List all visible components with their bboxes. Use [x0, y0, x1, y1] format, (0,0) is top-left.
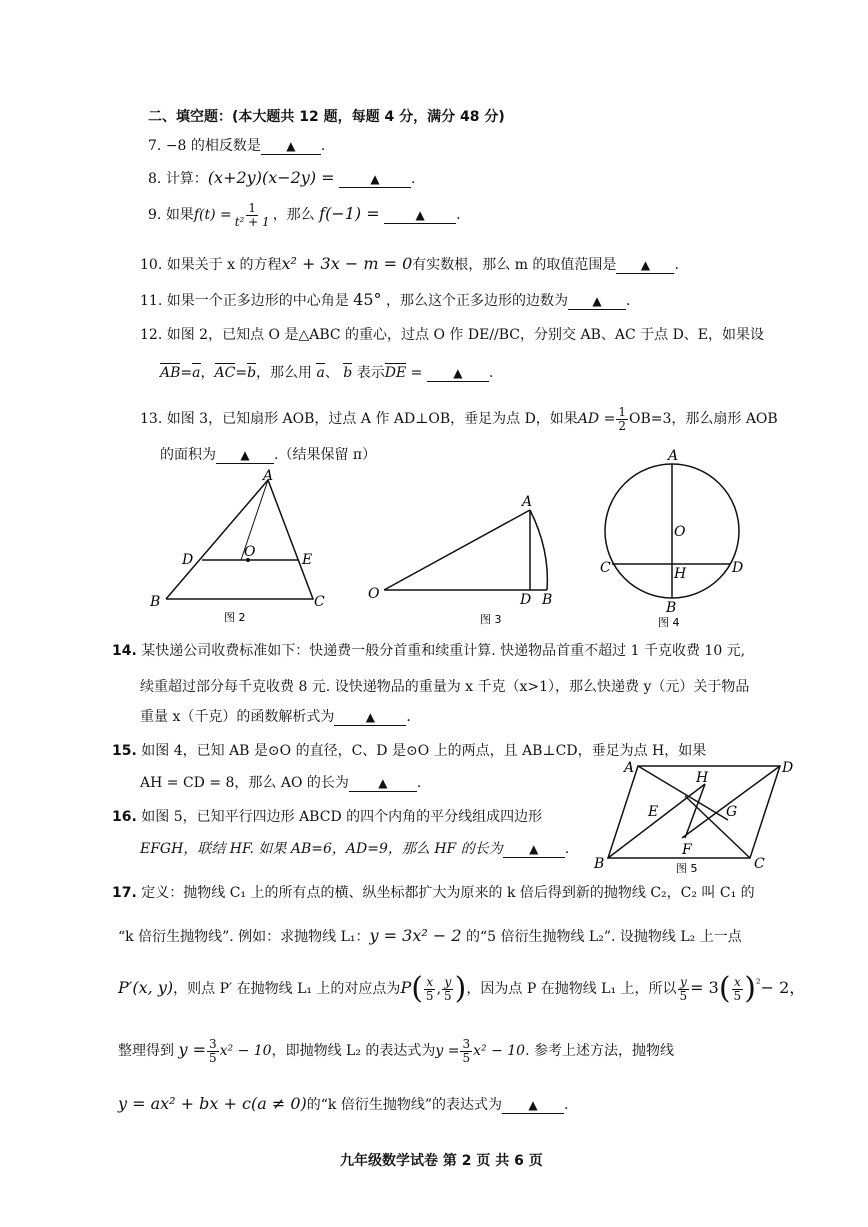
answer-blank[interactable]: ▲ [503, 842, 565, 858]
answer-blank[interactable]: ▲ [334, 710, 406, 726]
label-b: B [594, 856, 605, 872]
label-d: D [732, 560, 744, 576]
question-13: 13. 如图 3，已知扇形 AOB，过点 A 作 AD⊥OB，垂足为点 D，如果AD = $\frac{1}{2}$ OB=3，那么扇形 AOB [140, 405, 778, 433]
answer-blank[interactable]: ▲ [261, 139, 321, 155]
question-12-line2: AB=a，AC=b，那么用 a、 b 表示DE = ▲ . [160, 365, 494, 381]
label-c: C [314, 594, 325, 610]
label-d: D [782, 760, 794, 776]
label-a: A [624, 760, 635, 776]
question-17: 17. 定义：抛物线 C₁ 上的所有点的横、纵坐标都扩大为原来的 k 倍后得到新的抛物线 C₂，C₂ 叫 C₁ 的 [112, 885, 755, 901]
answer-blank[interactable]: ▲ [427, 366, 489, 382]
answer-blank[interactable]: ▲ [502, 1098, 564, 1114]
figure-2-caption: 图 2 [224, 611, 246, 624]
label-b: B [542, 592, 553, 608]
answer-blank[interactable]: ▲ [384, 208, 456, 224]
section-header: 二、填空题：(本大题共 12 题，每题 4 分，满分 48 分) [148, 109, 505, 125]
label-o: O [244, 544, 256, 560]
label-e: E [648, 804, 659, 820]
question-17-line3: P′(x, y)，则点 P′ 在抛物线 L₁ 上的对应点为P( $\frac{x}{5}$ , $\frac{y}{5}$ )，因为点 P 在抛物线 L₁ 上，所以 $\frac{y}{5}$ = 3( $\frac{x}{5}$ )$^{^2}$− 2， [118, 971, 806, 1006]
label-o: O [368, 586, 380, 602]
answer-blank[interactable]: ▲ [568, 294, 626, 310]
question-16-line2: EFGH，联结 HF. 如果 AB=6，AD=9，那么 HF 的长为 ▲ . [140, 841, 570, 857]
figure-4-caption: 图 4 [658, 616, 680, 629]
segment-oa [384, 510, 530, 590]
answer-blank[interactable]: ▲ [339, 172, 411, 188]
label-d: D [520, 592, 532, 608]
figure-2 [140, 468, 340, 628]
figure-5-caption: 图 5 [676, 862, 698, 875]
label-c: C [600, 560, 611, 576]
question-15: 15. 如图 4，已知 AB 是⊙O 的直径，C、D 是⊙O 上的两点，且 AB⊥CD，垂足为点 H，如果 [112, 743, 707, 759]
figure-5 [590, 756, 794, 876]
fraction-half: $\frac{1}{2}$ [618, 405, 626, 433]
figure-4 [596, 448, 756, 630]
label-h: H [696, 770, 709, 786]
label-a: A [522, 494, 533, 510]
bisector-c [685, 796, 750, 858]
fraction: $\frac{1}{\text{t² + 1}}$ [234, 201, 270, 229]
question-13-line2: 的面积为 ▲ .（结果保留 π） [160, 447, 377, 463]
question-16: 16. 如图 5，已知平行四边形 ABCD 的四个内角的平分线组成四边形 [112, 809, 543, 825]
arc-ab [530, 510, 547, 590]
question-14-line2: 续重超过部分每千克收费 8 元. 设快递物品的重量为 x 千克（x>1），那么快递费 y（元）关于物品 [140, 679, 750, 695]
question-17-line2: “k 倍衍生抛物线”. 例如：求抛物线 L₁：y = 3x² − 2 的“5 倍衍生抛物线 L₂”. 设抛物线 L₂ 上一点 [118, 926, 742, 945]
label-h: H [674, 566, 687, 582]
figure-3-caption: 图 3 [480, 613, 502, 626]
label-b: B [666, 600, 677, 616]
label-g: G [726, 804, 738, 820]
question-10: 10. 如果关于 x 的方程x² + 3x − m = 0有实数根，那么 m 的取值范围是 ▲ . [140, 254, 679, 273]
label-c: C [754, 856, 765, 872]
figure-3 [362, 490, 562, 630]
label-a: A [263, 468, 274, 484]
label-b: B [150, 594, 161, 610]
question-14-line3: 重量 x（千克）的函数解析式为 ▲ . [140, 709, 411, 725]
question-11: 11. 如果一个正多边形的中心角是 45° ，那么这个正多边形的边数为 ▲ . [140, 290, 631, 309]
label-o: O [674, 524, 686, 540]
label-d: D [182, 552, 194, 568]
question-14: 14. 某快递公司收费标准如下：快递费一般分首重和续重计算. 快递物品首重不超过 1 千克收费 10 元, [112, 643, 746, 659]
question-9: 9. 如果f(t) = $\frac{1}{\text{t² + 1}}$ ，那么 f(−1) = ▲ . [148, 201, 461, 229]
question-12: 12. 如图 2，已知点 O 是△ABC 的重心，过点 O 作 DE//BC，分别交 AB、AC 于点 D、E，如果设 [140, 327, 765, 343]
label-f: F [682, 842, 692, 858]
question-17-line4: 整理得到 y = $\frac{3}{5}$ x² − 10，即抛物线 L₂ 的表达式为y = $\frac{3}{5}$ x² − 10. 参考上述方法，抛物线 [118, 1037, 674, 1065]
question-17-line5: y = ax² + bx + c(a ≠ 0)的“k 倍衍生抛物线”的表达式为 ▲ . [118, 1094, 569, 1113]
question-8: 8. 计算：(x+2y)(x−2y) = ▲ . [148, 168, 416, 187]
question-15-line2: AH = CD = 8，那么 AO 的长为 ▲ . [140, 775, 422, 791]
label-e: E [302, 552, 313, 568]
answer-blank[interactable]: ▲ [216, 448, 274, 464]
triangle-abc [166, 480, 313, 599]
answer-blank[interactable]: ▲ [616, 258, 674, 274]
question-7: 7. −8 的相反数是 ▲ . [148, 138, 326, 154]
label-a: A [668, 448, 679, 464]
answer-blank[interactable]: ▲ [349, 776, 417, 792]
page-footer: 九年级数学试卷 第 2 页 共 6 页 [340, 1153, 543, 1169]
